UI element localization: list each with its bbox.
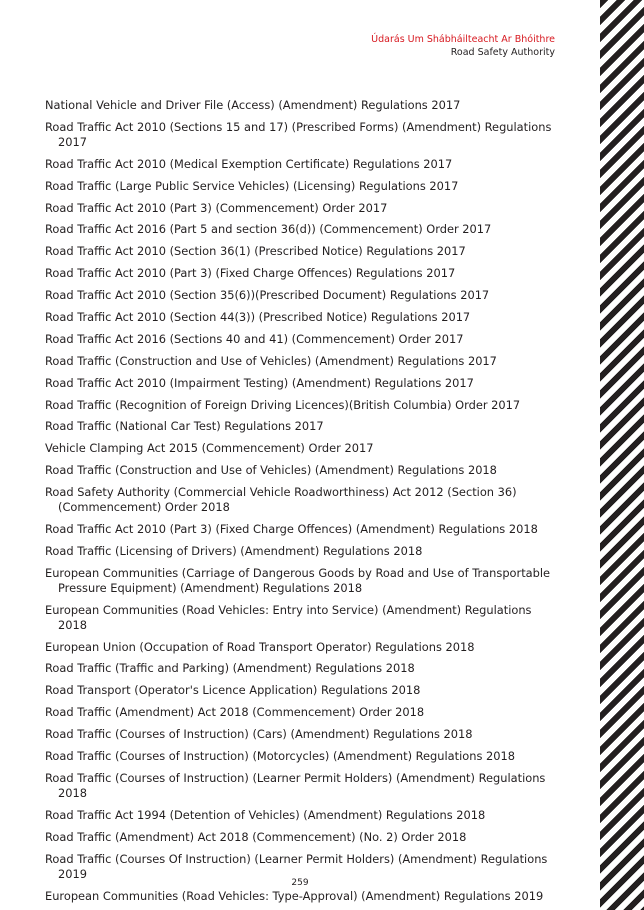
regulation-item: Road Traffic (Construction and Use of Vehicles) (Amendment) Regulations 2018 bbox=[45, 463, 497, 478]
regulation-item: Road Traffic (Courses of Instruction) (Motorcycles) (Amendment) Regulations 2018 bbox=[45, 749, 515, 764]
regulation-item: Road Traffic Act 2010 (Sections 15 and 17) (Prescribed Forms) (Amendment) Regulations 2017 bbox=[45, 119, 552, 149]
regulation-item: Road Traffic (Amendment) Act 2018 (Commencement) (No. 2) Order 2018 bbox=[45, 829, 467, 844]
page-header bbox=[371, 33, 555, 59]
regulation-item: European Communities (Road Vehicles: Type-Approval) (Amendment) Regulations 2019 bbox=[45, 888, 544, 903]
regulation-item: Road Traffic (Recognition of Foreign Driving Licences)(British Columbia) Order 2017 bbox=[45, 397, 521, 412]
regulation-item: Road Traffic (Construction and Use of Vehicles) (Amendment) Regulations 2017 bbox=[45, 353, 497, 368]
header-english-name: Road Safety Authority bbox=[450, 47, 555, 58]
regulation-item: Road Safety Authority (Commercial Vehicle Roadworthiness) Act 2012 (Section 36) (Commencement) Order 2018 bbox=[45, 485, 517, 515]
regulations-list bbox=[45, 98, 560, 910]
regulation-item: Road Transport (Operator's Licence Application) Regulations 2018 bbox=[45, 683, 421, 698]
regulation-item: European Communities (Road Vehicles: Entry into Service) (Amendment) Regulations 2018 bbox=[45, 602, 532, 632]
regulation-item: Road Traffic Act 2010 (Section 36(1) (Prescribed Notice) Regulations 2017 bbox=[45, 244, 466, 259]
regulation-item: Vehicle Clamping Act 2015 (Commencement) Order 2017 bbox=[45, 441, 374, 456]
regulation-item: Road Traffic (National Car Test) Regulations 2017 bbox=[45, 419, 324, 434]
header-irish-name: Údarás Um Shábháilteacht Ar Bhóithre bbox=[371, 34, 555, 45]
regulation-item: Road Traffic Act 2010 (Section 44(3)) (Prescribed Notice) Regulations 2017 bbox=[45, 310, 471, 325]
regulation-item: European Communities (Carriage of Dangerous Goods by Road and Use of Transportable Pressure Equipment) (Amendment) Regulations 2018 bbox=[45, 565, 551, 595]
regulation-item: Road Traffic Act 2010 (Part 3) (Commencement) Order 2017 bbox=[45, 200, 388, 215]
regulation-item: Road Traffic Act 2010 (Impairment Testing) (Amendment) Regulations 2017 bbox=[45, 375, 474, 390]
regulation-item: Road Traffic (Courses of Instruction) (Cars) (Amendment) Regulations 2018 bbox=[45, 727, 473, 742]
regulation-item: Road Traffic Act 2016 (Part 5 and section 36(d)) (Commencement) Order 2017 bbox=[45, 222, 492, 237]
regulation-item: Road Traffic (Courses Of Instruction) (Learner Permit Holders) (Amendment) Regulations 2019 bbox=[45, 851, 548, 881]
regulation-item: Road Traffic (Large Public Service Vehicles) (Licensing) Regulations 2017 bbox=[45, 178, 459, 193]
regulation-item: European Union (Occupation of Road Transport Operator) Regulations 2018 bbox=[45, 639, 475, 654]
regulation-item: Road Traffic Act 1994 (Detention of Vehicles) (Amendment) Regulations 2018 bbox=[45, 807, 486, 822]
decorative-stripe-border bbox=[600, 0, 644, 910]
regulation-item: Road Traffic Act 2010 (Section 35(6))(Prescribed Document) Regulations 2017 bbox=[45, 288, 490, 303]
regulation-item: Road Traffic Act 2010 (Part 3) (Fixed Charge Offences) (Amendment) Regulations 2018 bbox=[45, 522, 538, 537]
page-number: 259 bbox=[291, 878, 309, 888]
regulation-item: Road Traffic Act 2010 (Medical Exemption Certificate) Regulations 2017 bbox=[45, 156, 453, 171]
regulation-item: Road Traffic (Courses of Instruction) (Learner Permit Holders) (Amendment) Regulations 2018 bbox=[45, 770, 546, 800]
regulation-item: Road Traffic Act 2016 (Sections 40 and 41) (Commencement) Order 2017 bbox=[45, 331, 464, 346]
regulation-item: Road Traffic Act 2010 (Part 3) (Fixed Charge Offences) Regulations 2017 bbox=[45, 266, 456, 281]
regulation-item: Road Traffic (Amendment) Act 2018 (Commencement) Order 2018 bbox=[45, 705, 425, 720]
regulation-item: National Vehicle and Driver File (Access) (Amendment) Regulations 2017 bbox=[45, 98, 461, 112]
regulation-item: Road Traffic (Traffic and Parking) (Amendment) Regulations 2018 bbox=[45, 661, 415, 676]
regulation-item: Road Traffic (Licensing of Drivers) (Amendment) Regulations 2018 bbox=[45, 543, 423, 558]
